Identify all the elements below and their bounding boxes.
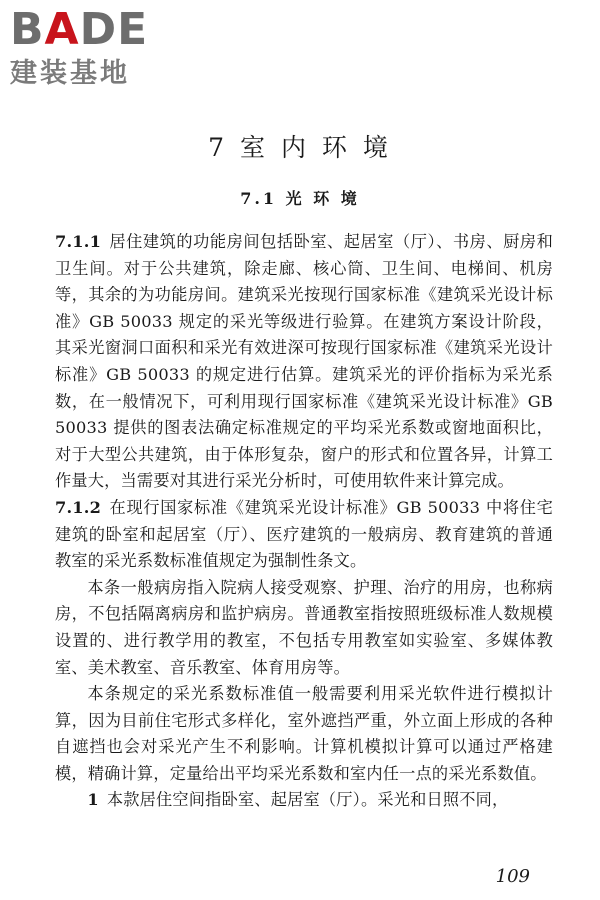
item-text: 本款居住空间指卧室、起居室（厅）。采光和日照不同， <box>106 790 509 810</box>
clause-7-1-2 <box>55 495 553 575</box>
chapter-title: 7 室 内 环 境 <box>208 133 392 162</box>
logo-wordmark: BADE <box>10 4 149 55</box>
clause-7-1-1 <box>55 229 553 495</box>
paragraph: 本条规定的采光系数标准值一般需要利用采光软件进行模拟计算，因为目前住宅形式多样化，室外遮挡严重，外立面上形成的各种自遮挡也会对采光产生不利影响。计算机模拟计算可以通过严格建模，精确计算，定量给出平均采光系数和室内任一点的采光系数值。 <box>55 684 553 783</box>
logo-subtitle: 建装基地 <box>10 58 130 89</box>
paragraph: 本条一般病房指入院病人接受观察、护理、治疗的用房，也称病房，不包括隔离病房和监护病房。普通教室指按照班级标准人数规模设置的、进行教学用的教室，不包括专用教室如实验室、多媒体教室、美术教室、音乐教室、体育用房等。 <box>55 577 553 677</box>
list-item-1 <box>55 787 553 814</box>
clause-text: 居住建筑的功能房间包括卧室、起居室（厅）、书房、厨房和卫生间。对于公共建筑，除走廊、核心筒、卫生间、电梯间、机房等，其余的为功能房间。建筑采光按现行国家标准《建筑采光设计标准》GB 50033 规定的采光等级进行验算。在建筑方案设计阶段，其采光窗洞口面积和采光有效进深可按现行国家标准《建筑采光设计标准》GB 50033 的规定进行估算。建筑采光的评价指标为采光系数，在一般情况下，可利用现行国家标准《建筑采光设计标准》GB 50033 提供的图表法确定标准规定的平均采光系数或窗地面积比，对于大型公共建筑，由于体形复杂，窗户的形式和位置各异，计算工作量大，当需要对其进行采光分析时，可使用软件来计算完成。 <box>55 232 553 491</box>
clause-text: 在现行国家标准《建筑采光设计标准》GB 50033 中将住宅建筑的卧室和起居室（厅）、医疗建筑的一般病房、教育建筑的普通教室的采光系数标准值规定为强制性条文。 <box>55 497 553 571</box>
logo-accent-letter: A <box>44 4 80 55</box>
section-title: 7.1 光 环 境 <box>240 189 360 208</box>
clause-number: 7.1.2 <box>55 497 102 517</box>
bade-logo <box>10 6 180 90</box>
page-number: 109 <box>495 866 530 887</box>
body-text <box>55 229 553 814</box>
clause-number: 7.1.1 <box>55 232 102 251</box>
item-number: 1 <box>87 790 99 810</box>
